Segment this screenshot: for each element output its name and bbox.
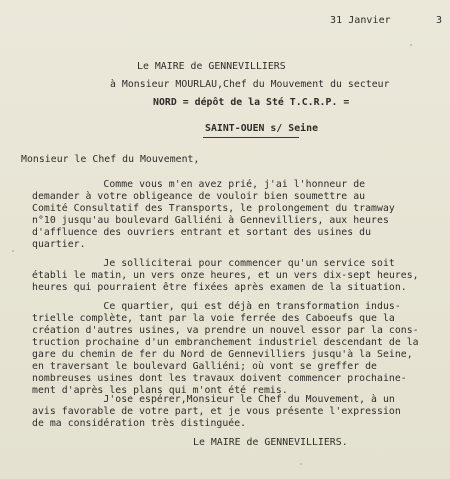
text-line: J'ose espérer,Monsieur le Chef du Mouvement, à un [32,394,395,405]
text-line: nombreuses usines dont les travaux doivent commencer prochaine- [32,373,407,384]
text-line: avis favorable de votre part, et je vous présente l'expression [32,406,401,417]
text-line: création d'autres usines, va prendre un nouvel essor par la cons- [32,325,419,336]
text-line: gare du chemin de fer du Nord de Gennevilliers jusqu'à la Seine, [32,349,413,360]
letter-date: 31 Janvier [330,15,391,26]
text-line: en traversant le boulevard Galliéni; où vont se greffer de [32,361,377,372]
signature: Le MAIRE de GENNEVILLIERS. [193,437,348,448]
paper-speck [12,250,14,252]
text-line: de ma considération très distinguée. [32,418,247,429]
sender-line: Le MAIRE de GENNEVILLIERS [137,61,286,72]
text-line: demander à votre obligeance de vouloir bien soumettre au [32,191,366,202]
text-line: Ce quartier, qui est déjà en transformation indus- [32,301,401,312]
place-line: SAINT-OUEN s/ Seine [205,123,319,134]
text-line: Je solliciterai pour commencer qu'un service soit [32,258,395,269]
text-line: établi le matin, un vers onze heures, et un vers dix-sept heures, [32,270,419,281]
text-line: ment d'après les plans qui m'ont été remis. [32,385,288,396]
text-line: Comme vous m'en avez prié, j'ai l'honneur de [32,179,366,190]
page-number: 3 [436,15,443,26]
paper-speck [410,44,412,46]
text-line: quartier. [32,239,86,250]
text-line: heures qui pourraient être fixées après examen de la situation. [32,282,407,293]
recipient-line: à Monsieur MOURLAU,Chef du Mouvement du secteur [110,79,390,90]
place-underline [203,137,299,138]
salutation: Monsieur le Chef du Mouvement, [21,154,200,165]
text-line: n°10 jusqu'au boulevard Galliéni à Gennevilliers, aux heures [32,215,389,226]
text-line: truction prochaine d'un embranchement industriel descendant de la [32,337,419,348]
text-line: Comité Consultatif des Transports, le prolongement du tramway [32,203,395,214]
text-line: d'affluence des ouvriers entrant et sortant des usines du [32,227,372,238]
text-line: trielle complète, tant par la voie ferrée des Caboeufs que la [32,313,395,324]
paper-speck [300,463,302,465]
sector-line: NORD = dépôt de la Sté T.C.R.P. = [153,97,350,108]
